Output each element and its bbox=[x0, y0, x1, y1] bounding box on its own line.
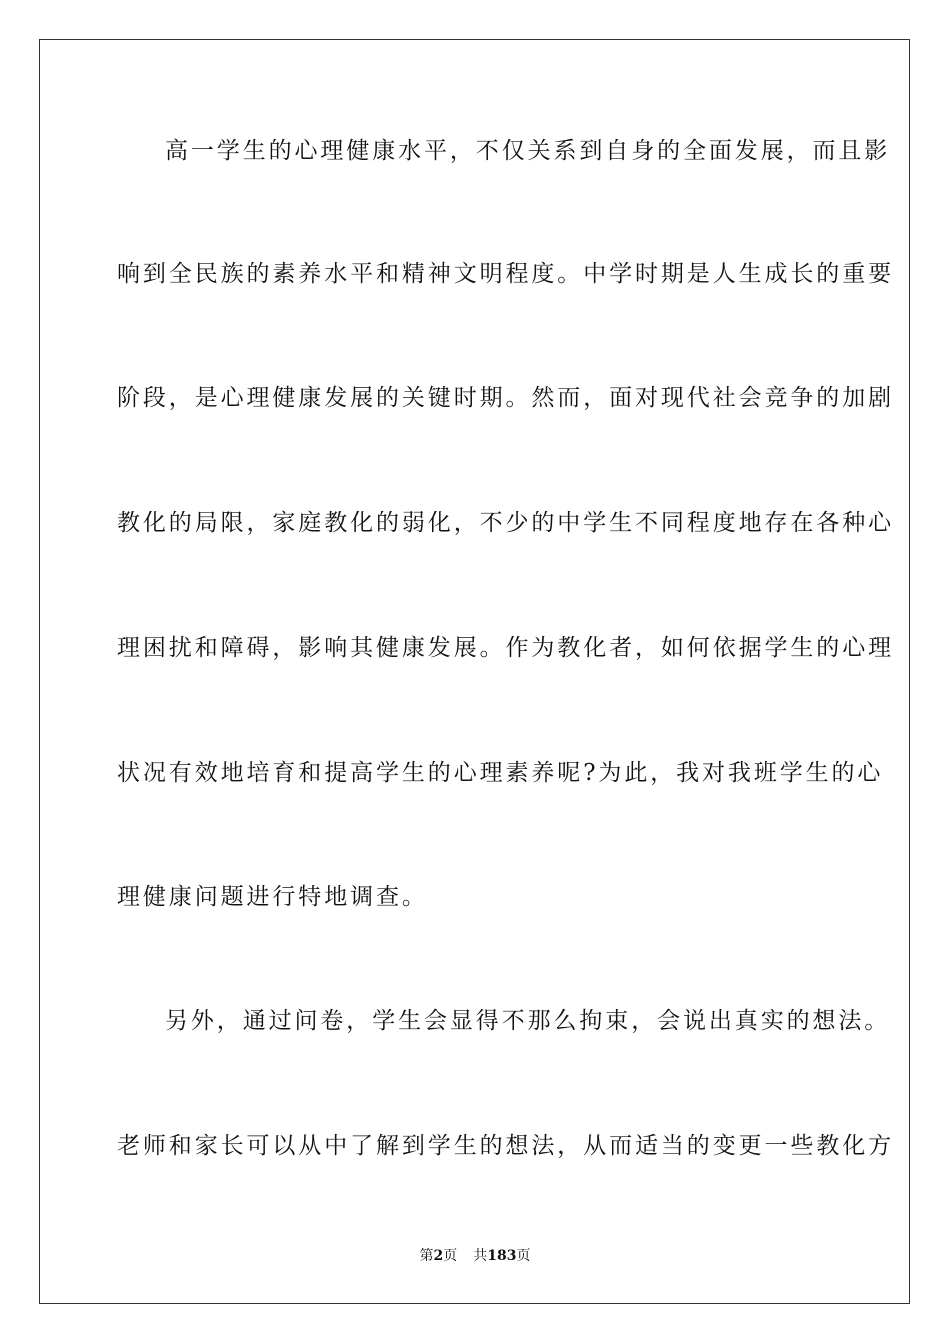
page-number: 2 bbox=[433, 1248, 444, 1264]
paragraph-2-line-1: 另外，通过问卷，学生会显得不那么拘束，会说出真实的想法。 bbox=[165, 1008, 891, 1034]
page-suffix: 页 bbox=[443, 1248, 458, 1264]
total-pages: 183 bbox=[487, 1248, 517, 1264]
paragraph-1-line-6: 状况有效地培育和提高学生的心理素养呢?为此，我对我班学生的心 bbox=[117, 760, 884, 786]
page-footer bbox=[0, 1246, 950, 1266]
page-frame bbox=[39, 39, 910, 1304]
paragraph-1-line-1: 高一学生的心理健康水平，不仅关系到自身的全面发展，而且影 bbox=[165, 138, 891, 164]
paragraph-1-line-4: 教化的局限，家庭教化的弱化，不少的中学生不同程度地存在各种心 bbox=[117, 510, 894, 536]
paragraph-2-line-2: 老师和家长可以从中了解到学生的想法，从而适当的变更一些教化方 bbox=[117, 1133, 894, 1159]
total-suffix: 页 bbox=[516, 1248, 531, 1264]
paragraph-1-line-7: 理健康问题进行特地调查。 bbox=[117, 884, 428, 910]
paragraph-1-line-3: 阶段，是心理健康发展的关键时期。然而，面对现代社会竞争的加剧 bbox=[117, 385, 894, 411]
total-prefix: 共 bbox=[473, 1248, 488, 1264]
paragraph-1-line-5: 理困扰和障碍，影响其健康发展。作为教化者，如何依据学生的心理 bbox=[117, 635, 894, 661]
paragraph-1-line-2: 响到全民族的素养水平和精神文明程度。中学时期是人生成长的重要 bbox=[117, 261, 894, 287]
page-prefix: 第 bbox=[419, 1248, 434, 1264]
